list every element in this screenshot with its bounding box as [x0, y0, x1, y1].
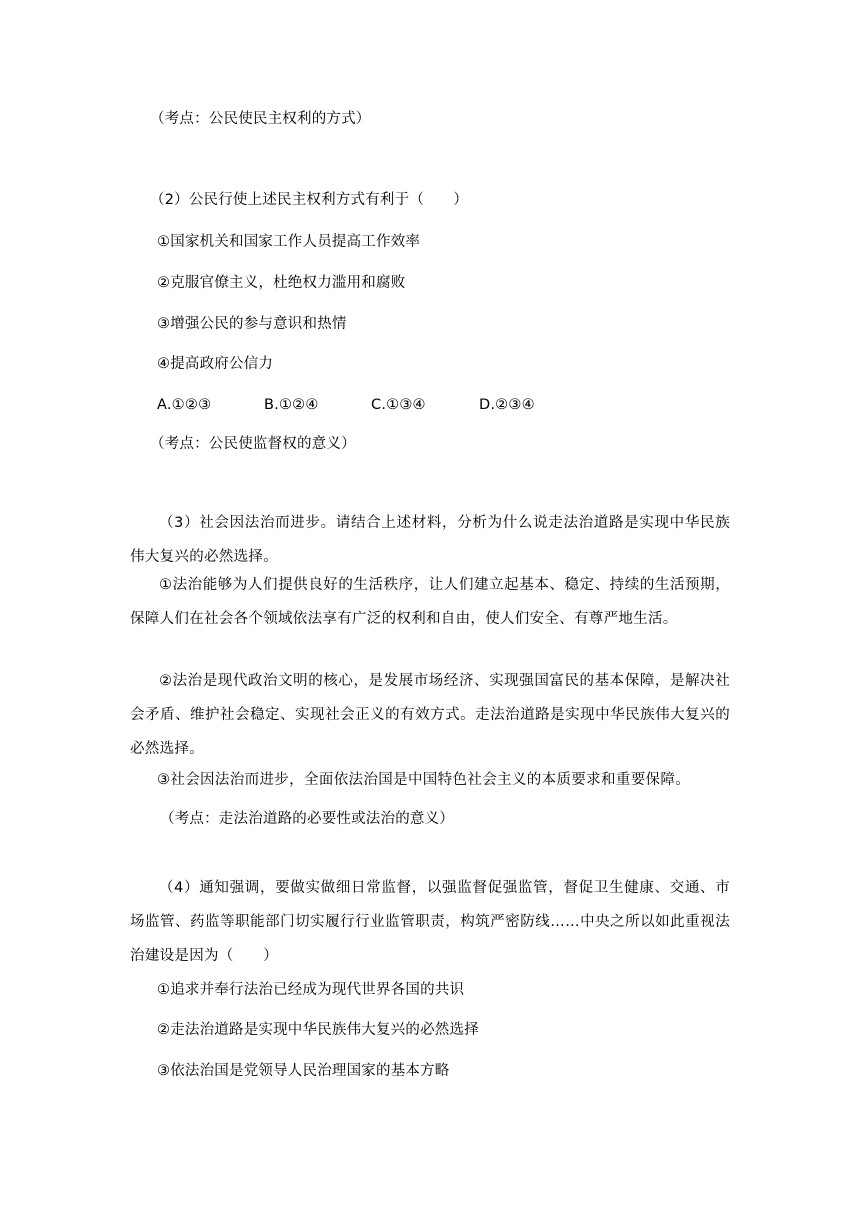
note-text: （考点：公民使民主权利的方式）	[150, 111, 371, 127]
question-text: （3）社会因法治而进步。请结合上述材料，分析为什么说走法治道路是实现中华民族伟大复兴的必然选择。	[130, 515, 730, 565]
list-item: ③增强公民的参与意识和热情	[157, 316, 347, 332]
note-text: （考点：走法治道路的必要性或法治的意义）	[160, 811, 454, 827]
question-text: （2）公民行使上述民主权利方式有利于（ ）	[150, 192, 469, 208]
note-text: （考点：公民使监督权的意义）	[150, 436, 356, 452]
answer-paragraph: ①法治能够为人们提供良好的生活秩序，让人们建立起基本、稳定、持续的生活预期，保障人们在社会各个领域依法享有广泛的权利和自由，使人们安全、有尊严地生活。	[130, 577, 730, 627]
list-item: ④提高政府公信力	[157, 356, 274, 372]
option-c: C.①③④	[371, 397, 426, 413]
option-b: B.①②④	[264, 397, 319, 413]
list-item: ①国家机关和国家工作人员提高工作效率	[157, 234, 421, 250]
list-item: ③依法治国是党领导人民治理国家的基本方略	[157, 1063, 450, 1079]
question-text: （4）通知强调，要做实做细日常监督，以强监督促强监管，督促卫生健康、交通、市场监管、药监等职能部门切实履行行业监管职责，构筑严密防线……中央之所以如此重视法治建设是因为（ ）	[130, 880, 730, 964]
list-item: ①追求并奉行法治已经成为现代世界各国的共识	[157, 982, 465, 998]
list-item: ②克服官僚主义，杜绝权力滥用和腐败	[157, 275, 406, 291]
answer-options	[157, 394, 535, 416]
list-item: ②走法治道路是实现中华民族伟大复兴的必然选择	[157, 1022, 479, 1038]
option-a: A.①②③	[157, 397, 212, 413]
option-d: D.②③④	[479, 397, 535, 413]
answer-paragraph: ③社会因法治而进步，全面依法治国是中国特色社会主义的本质要求和重要保障。	[157, 772, 691, 788]
answer-paragraph: ②法治是现代政治文明的核心，是发展市场经济、实现强国富民的基本保障，是解决社会矛盾、维护社会稳定、实现社会正义的有效方式。走法治道路是实现中华民族伟大复兴的必然选择。	[130, 673, 730, 757]
